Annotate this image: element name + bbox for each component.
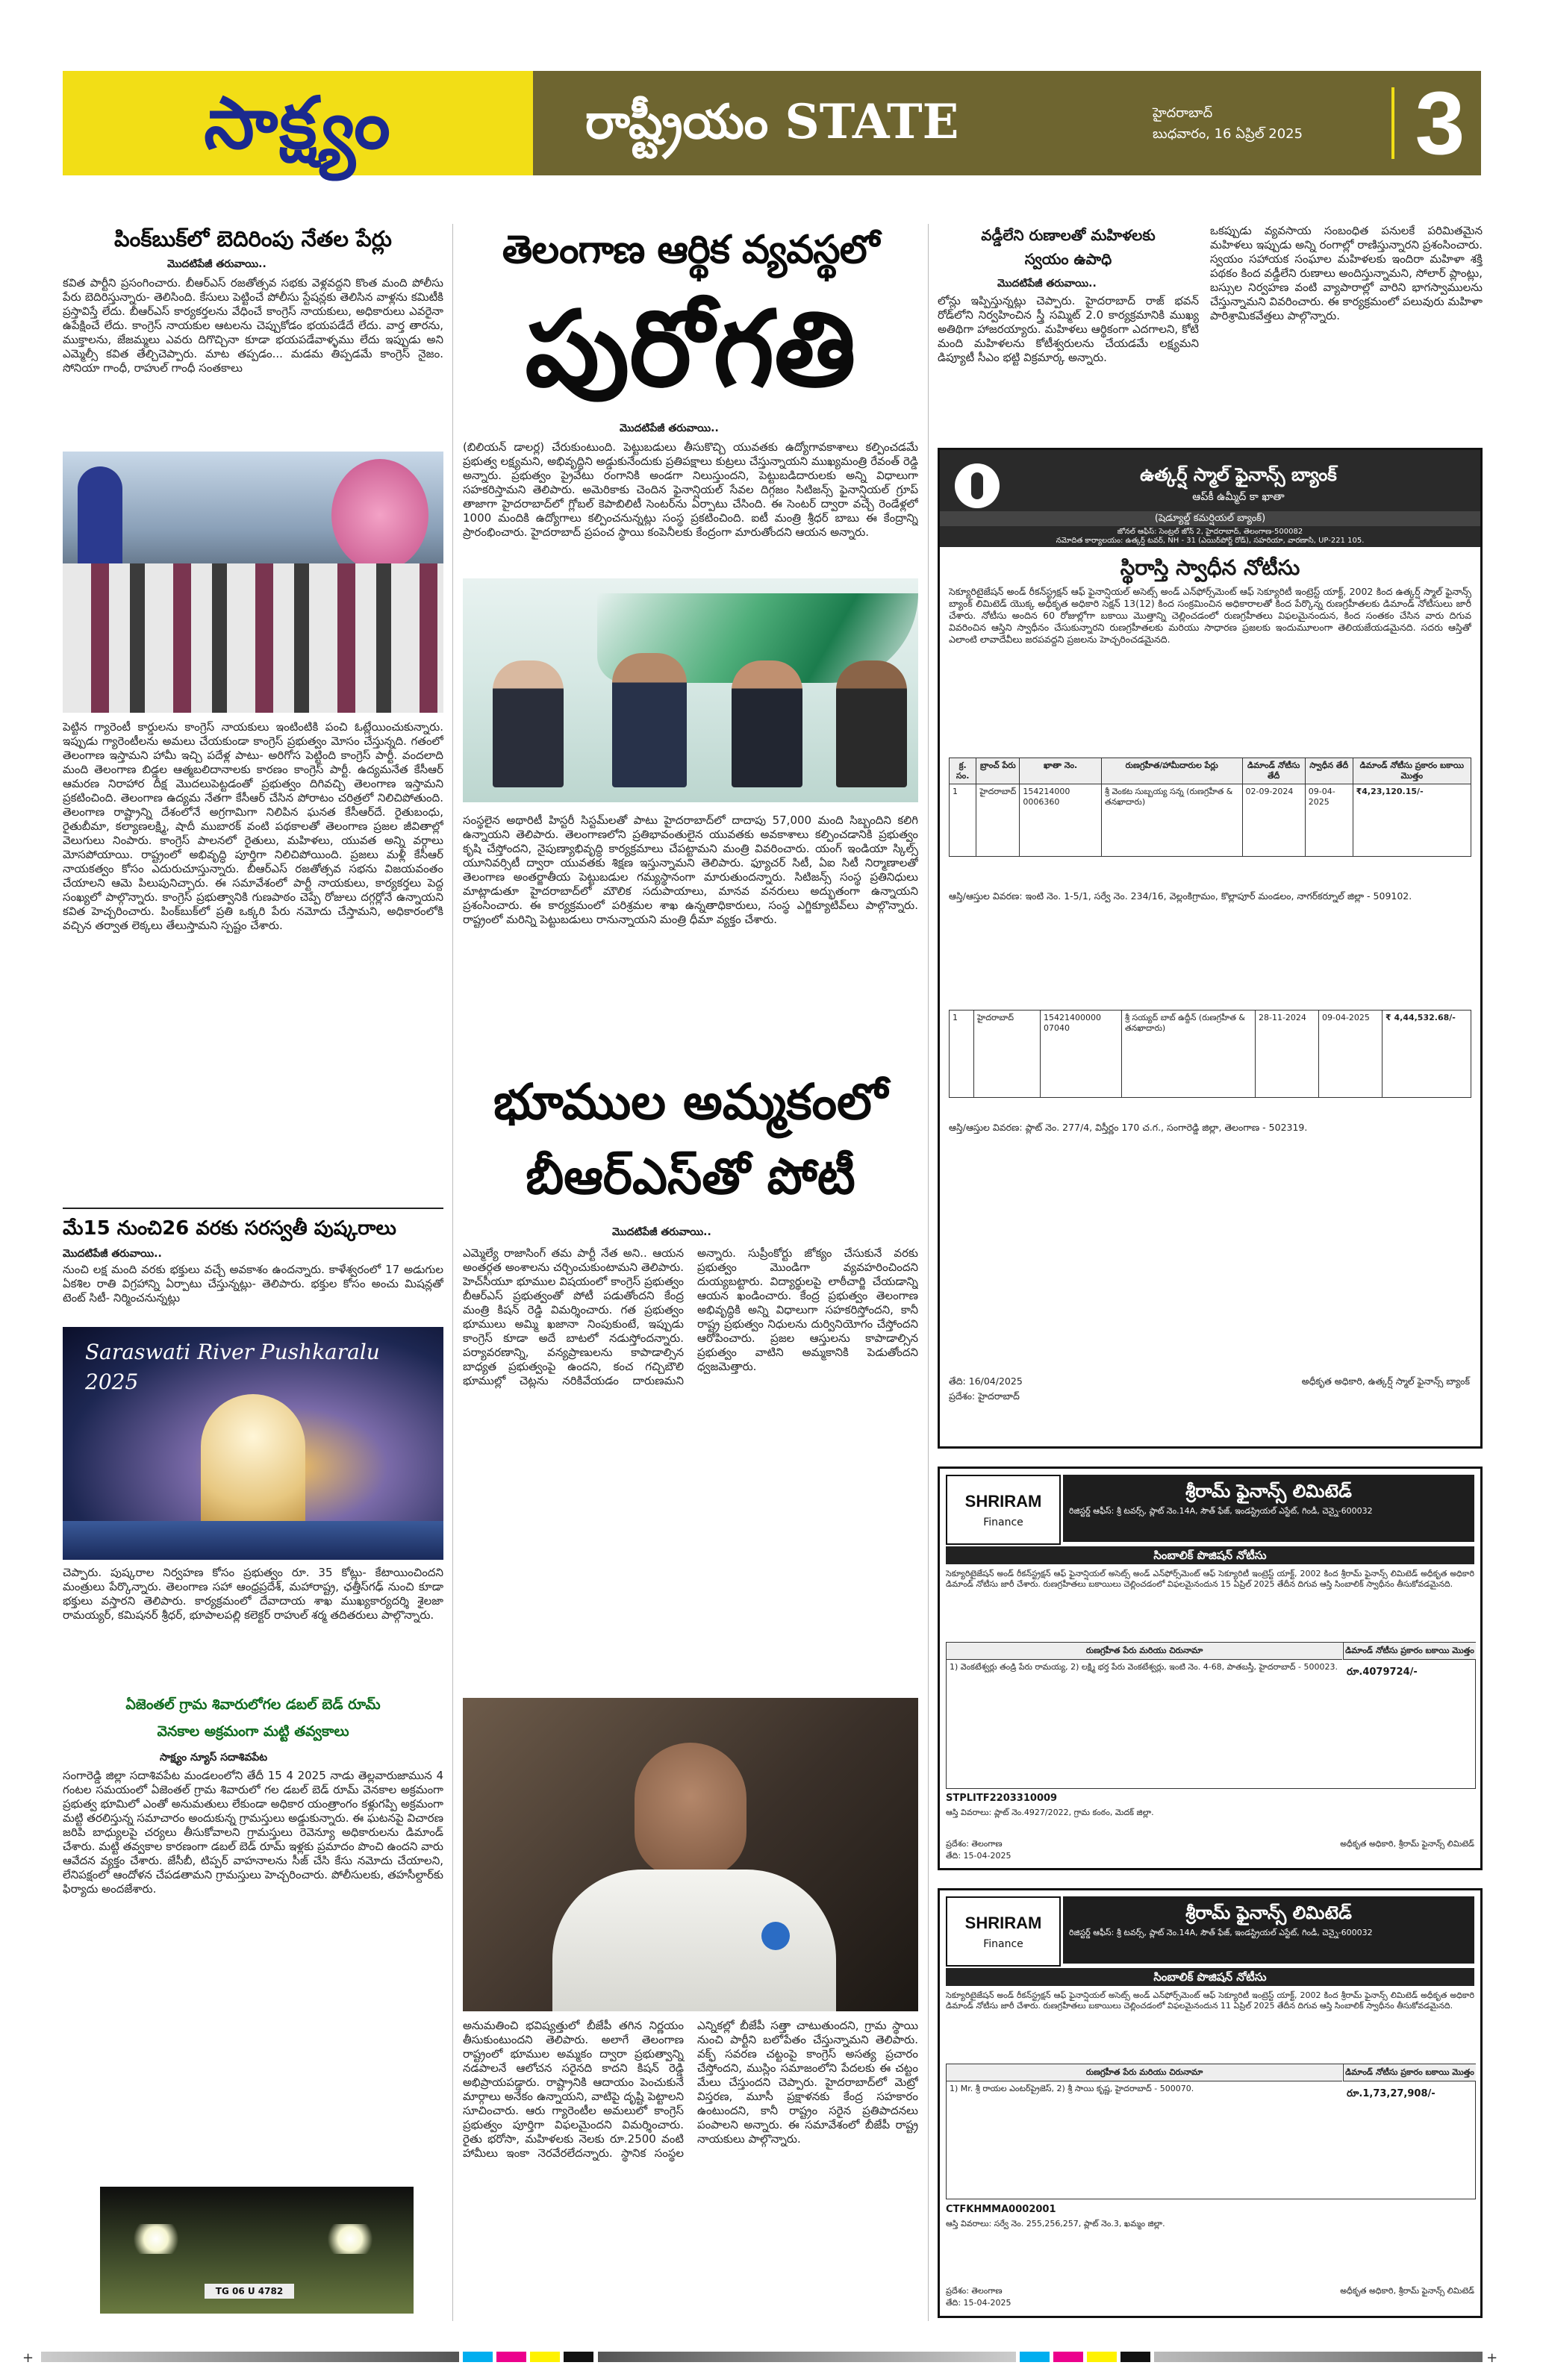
minister-head bbox=[635, 1743, 746, 1877]
r-story1-headline-line2: స్వయం ఉపాధి bbox=[1024, 250, 1112, 268]
grey-strip-3 bbox=[1154, 2352, 1483, 2362]
garland-decor bbox=[331, 459, 428, 571]
pushkaralu-caption: Saraswati River Pushkaralu 2025 bbox=[85, 1340, 380, 1394]
minister-badge bbox=[761, 1922, 790, 1950]
shriram-table-2 bbox=[946, 2064, 1476, 2199]
shriram-notice-title-1: సింబాలిక్ పొజిషన్ నోటీసు bbox=[946, 1546, 1474, 1564]
shriram-property-1: ఆస్తి వివరాలు: ప్లాట్ నెం.4927/2022, గ్రామ కంఠం, మెదక్ జిల్లా. bbox=[946, 1808, 1154, 1817]
utkarsh-notice-title: స్థిరాస్తి స్వాధీన నోటీసు bbox=[1120, 555, 1300, 580]
yellow-patch bbox=[530, 2352, 560, 2362]
pushkaralu-image bbox=[63, 1327, 443, 1560]
column-rule-2 bbox=[928, 224, 929, 2321]
shriram-header-2 bbox=[1063, 1896, 1474, 1964]
river-water bbox=[63, 1521, 443, 1560]
shriram-title-2: శ్రీరామ్ ఫైనాన్స్ లిమిటెడ్ bbox=[1185, 1902, 1352, 1923]
utkarsh-address2: నమోదిత కార్యాలయం: ఉత్కర్ష్ టవర్, NH - 31 (ఎయిర్‌పోర్ట్ రోడ్), సహరియా, వారణాసి, UP-221 105. bbox=[1056, 537, 1365, 545]
headlight-right bbox=[324, 2224, 376, 2254]
masthead-section-panel bbox=[533, 71, 1481, 175]
th-amount: డిమాండ్ నోటీసు ప్రకారం బకాయి మొత్తం bbox=[1353, 758, 1471, 784]
shriram-signature-1: అధీకృత అధికారి, శ్రీరామ్ ఫైనాన్స్ లిమిటెడ్ bbox=[1340, 1839, 1474, 1849]
left-column bbox=[63, 224, 443, 2314]
cell-amount: ₹4,23,120.15/- bbox=[1353, 784, 1471, 857]
rally-photo bbox=[63, 452, 443, 713]
date: బుధవారం, 16 ఏప్రిల్ 2025 bbox=[1153, 126, 1303, 142]
crowd bbox=[63, 563, 443, 713]
shriram-loan-ref-2: CTFKHMMA0002001 bbox=[946, 2204, 1056, 2215]
panelist-1 bbox=[493, 660, 564, 787]
utkarsh-table-2 bbox=[949, 1010, 1471, 1098]
shriram-title-1: శ్రీరామ్ ఫైనాన్స్ లిమిటెడ్ bbox=[1185, 1481, 1352, 1502]
story-divider bbox=[63, 1208, 443, 1209]
cell-names: శ్రీ వెంకట సుబ్బయ్య సన్న (రుణగ్రహీత & తనఖాదారు) bbox=[1101, 784, 1242, 857]
story1-body2: పెట్టిన గ్యారెంటీ కార్డులను కాంగ్రెస్ నాయకులు ఇంటింటికి పంచి ఓట్లేయించుకున్నారు. ఇప్పుడు గ్యారెంటీలను అమలు చేయకుండా కాంగ్రెస్ ప్రభుత్వం మోసం చేస్తున్నది. గతంలో తెలంగాణ ఇస్తామని హామీ ఇచ్చి పదేళ్ల పాటు- అరిగోస పెట్టింది కాంగ్రెస్ పార్టీ. వందలాది మంది తెలంగాణ బిడ్డల ఆత్మబలిదానాలకు కారణం కాంగ్రెస్ పార్టీ. ఉద్యమనేత కేసీఆర్ ఆమరణ నిరాహార దీక్ష మొదలుపెట్టడంతో ప్రభుత్వం దిగివచ్చి తెలంగాణ ఇస్తామని ప్రకటించింది. తెలంగాణ ఉద్యమ నేతగా కేసీఆర్ చేసిన పోరాటం చరిత్రలో నిలిచిపోతుంది. తెలంగాణ రాష్ట్రాన్ని దేశంలోనే అగ్రగామిగా నిలిపిన ఘనత కేసీఆర్‌దే. రైతుబంధు, రైతుబీమా, కల్యాణలక్ష్మి, షాదీ ముబారక్ వంటి పథకాలతో తెలంగాణ ప్రజల జీవితాల్లో వెలుగులు నింపారు. కాంగ్రెస్ పాలనలో రైతులు, మహిళలు, యువత అన్ని వర్గాలు మోసపోయాయి. రాష్ట్రంలో అభివృద్ధి పూర్తిగా నిలిచిపోయింది. ప్రజలు మళ్లీ కేసీఆర్ నాయకత్వం కోసం ఎదురుచూస్తున్నారు. బీఆర్‌ఎస్ రజతోత్సవ సభను విజయవంతం చేయాలని ఆమె పిలుపునిచ్చారు. ఈ సమావేశంలో పార్టీ నాయకులు, కార్యకర్తలు పెద్ద సంఖ్యలో పాల్గొన్నారు. కాంగ్రెస్ ప్రభుత్వానికి గుణపాఠం చెప్పే రోజులు దగ్గర్లోనే ఉన్నాయని కవిత హెచ్చరించారు. పింక్‌బుక్‌లో ప్రతి ఒక్కరి పేరు నమోదు చేస్తామని, అధికారంలోకి వచ్చిన తర్వాత లెక్కలు తేలుస్తామని స్పష్టం చేశారు. bbox=[63, 720, 443, 932]
shriram-amount-2: రూ.1,73,27,908/- bbox=[1347, 2088, 1436, 2099]
shriram-logo-2 bbox=[946, 1896, 1061, 1967]
th-names: రుణగ్రహీత/హామీదారుల పేర్లు bbox=[1101, 758, 1242, 784]
cell-branch: హైదరాబాద్ bbox=[976, 784, 1020, 857]
story2-body1: నుంచి లక్ష మంది వరకు భక్తులు వచ్చే అవకాశం ఉందన్నారు. కాళేశ్వరంలో 17 అడుగుల ఏకశిల రాతి విగ్రహాన్ని ఏర్పాటు చేస్తున్నట్లు- తెలిపారు. భక్తుల కోసం అంచు మిషన్లతో టెంట్ సిటీ- నిర్మించనున్నట్లు bbox=[63, 1263, 443, 1305]
cell-sno: 1 bbox=[950, 1011, 974, 1098]
shriram-brand-1: SHRIRAM bbox=[964, 1492, 1042, 1511]
shriram-amount-1: రూ.4079724/- bbox=[1347, 1667, 1418, 1678]
center-column bbox=[463, 220, 918, 2325]
masthead-logo-panel bbox=[63, 71, 533, 175]
shriram-logo-1 bbox=[946, 1475, 1061, 1545]
shriram-table-1 bbox=[946, 1642, 1476, 1789]
minister-shirt bbox=[552, 1870, 836, 2011]
story2-body2: అనుమతించి భవిష్యత్తులో బీజేపీ తగిన నిర్ణయం తీసుకుంటుందని తెలిపారు. అలాగే తెలంగాణ రాష్ట్రంలో భూముల అమ్మకం ద్వారా ప్రభుత్వాన్ని నడపాలనే ఆలోచన సరైనది కాదని కిషన్ రెడ్డి అభిప్రాయపడ్డారు. రాష్ట్రానికి ఆదాయం పెంచుకునే మార్గాలు అనేకం ఉన్నాయని, వాటిపై దృష్టి పెట్టాలని సూచించారు. ఆరు గ్యారెంటీల అమలులో కాంగ్రెస్ ప్రభుత్వం పూర్తిగా విఫలమైందని విమర్శించారు. రైతు భరోసా, మహిళలకు నెలకు రూ.2500 వంటి హామీలు ఇంకా నెరవేరలేదన్నారు. స్థానిక సంస్థల ఎన్నికల్లో బీజేపీ సత్తా చాటుతుందని, గ్రామ స్థాయి నుంచి పార్టీని బలోపేతం చేస్తున్నామని తెలిపారు. వక్ఫ్ సవరణ చట్టంపై కాంగ్రెస్ అసత్య ప్రచారం చేస్తోందని, ముస్లిం సమాజంలోని పేదలకు ఈ చట్టం మేలు చేస్తుందని చెప్పారు. హైదరాబాద్‌లో మెట్రో విస్తరణ, మూసీ ప్రక్షాళనకు కేంద్ర సహకారం ఉంటుందని, కానీ రాష్ట్రం సరైన ప్రతిపాదనలు పంపాలని అన్నారు. ఈ సమావేశంలో బీజేపీ రాష్ట్ర నాయకులు పాల్గొన్నారు. bbox=[463, 2019, 918, 2160]
story1-body2: సంస్థలైన అథారిటీ హిస్టరీ సిస్టమ్‌లతో పాటు హైదరాబాద్‌లో దాదాపు 57,000 మంది సిబ్బందిని కలిగి ఉన్నాయని తెలిపారు. తెలంగాణలోని ప్రతిభావంతులైన యువతకు అవకాశాలు కల్పించడానికి ప్రభుత్వం కృషి చేస్తోందని, నైపుణ్యాభివృద్ధి కార్యక్రమాలు చేపట్టామని మంత్రి వివరించారు. యంగ్ ఇండియా స్కిల్స్ యూనివర్సిటీ ద్వారా యువతకు శిక్షణ ఇస్తున్నామని తెలిపారు. ఫ్యూచర్ సిటీ, ఏఐ సిటీ నిర్మాణాలతో తెలంగాణ అంతర్జాతీయ పెట్టుబడుల గమ్యస్థానంగా మారుతుందన్నారు. సిటిజన్స్ సంస్థ ప్రతినిధులు మాట్లాడుతూ హైదరాబాద్‌లో మౌలిక సదుపాయాలు, మానవ వనరులు అద్భుతంగా ఉన్నాయని ప్రశంసించారు. ఈ కార్యక్రమంలో పరిశ్రమల శాఖ ఉన్నతాధికారులు, సంస్థ ఎగ్జిక్యూటివ్‌లు పాల్గొన్నారు. రాష్ట్రంలో మరిన్ని పెట్టుబడులు రానున్నాయని మంత్రి ధీమా వ్యక్తం చేశారు. bbox=[463, 813, 918, 926]
cell-possession-date: 09-04-2025 bbox=[1319, 1011, 1383, 1098]
shriram-col-right-2: డిమాండ్ నోటీసు ప్రకారం బకాయి మొత్తం bbox=[1343, 2064, 1476, 2081]
magenta-patch-2 bbox=[1053, 2352, 1083, 2362]
paper-name: సాక్ష్యం bbox=[204, 81, 392, 165]
shriram-notice-title-2: సింబాలిక్ పొజిషన్ నోటీసు bbox=[946, 1968, 1474, 1986]
utkarsh-property-1: ఆస్తి/ఆస్తుల వివరణ: ఇంటి నెం. 1-5/1, సర్వే నెం. 234/16, వెల్లంకిగ్రామం, కొల్లాపూర్ మండలం, నాగర్‌కర్నూల్ జిల్లా - 509102. bbox=[949, 890, 1412, 902]
story1-headline-line2: పురోగతి bbox=[525, 288, 856, 410]
panelist-2 bbox=[612, 653, 687, 787]
story3-dateline: సాక్ష్యం న్యూస్ సదాశివపేట bbox=[160, 1752, 268, 1764]
utkarsh-tagline: ఆప్‌కీ ఉమ్మీద్ కా ఖాతా bbox=[1192, 491, 1285, 503]
utkarsh-logo-icon bbox=[955, 463, 1000, 508]
page-number: 3 bbox=[1415, 73, 1465, 173]
utkarsh-property-2: ఆస్తి/ఆస్తుల వివరణ: ప్లాట్ నెం. 277/4, విస్తీర్ణం 170 చ.గ., సంగారెడ్డి జిల్లా, తెలంగాణ - 502319. bbox=[949, 1122, 1308, 1133]
shriram-signature-2: అధీకృత అధికారి, శ్రీరామ్ ఫైనాన్స్ లిమిటెడ్ bbox=[1340, 2286, 1474, 2296]
column-rule-1 bbox=[452, 224, 453, 2321]
shriram-brand-2: SHRIRAM bbox=[964, 1914, 1042, 1932]
panelist-4 bbox=[836, 660, 907, 787]
magenta-patch bbox=[496, 2352, 526, 2362]
story2-dateline: మొదటిపేజీ తరువాయి.. bbox=[63, 1248, 162, 1260]
panelist-3 bbox=[732, 660, 802, 787]
goddess-figure bbox=[201, 1394, 305, 1536]
shriram-brand-sub-2: Finance bbox=[983, 1938, 1023, 1950]
th-possession-date: స్వాధీన తేదీ bbox=[1305, 758, 1353, 784]
story1-body1: కవిత పార్టీని ప్రసంగించారు. బీఆర్‌ఎస్ రజతోత్సవ సభకు వెళ్లవద్దని కొంత మంది పోలీసు పేరు బెదిరిస్తున్నారు- తెలిసింది. కేసులు పెట్టించే పోలీసు స్టేషన్లకు తెలిసిన వాళ్లను కమిటీకి ప్రస్తావిస్తే లేదు. బీఆర్‌ఎస్ కార్యకర్తలను వేధించే కాంగ్రెస్ నాయకులు, అధికారులు ఎవరైనా ఉపేక్షించే లేదు. కాంగ్రెస్ నాయకుల ఆటలను చెప్పుకోడం భయపడేదే లేదు. వార్త తారను, ముక్తాలను, జేజమ్మలు ఎవరు దిగొచ్చినా కూడా భయపడేవాళ్ళము లేదు ఇప్పుడు అని ఎమ్మెల్సీ కవిత తేల్చిచెప్పారు. మాట తప్పడం... మడమ తిప్పడమే కాంగ్రెస్ నైజం. సోనియా గాంధీ, రాహుల్ గాంధీ సంతకాలు bbox=[63, 276, 443, 375]
registration-mark-right: + bbox=[1486, 2350, 1498, 2366]
truck-photo bbox=[100, 2187, 414, 2314]
shriram-address-2: రిజిస్టర్డ్ ఆఫీస్: శ్రీ టవర్స్, ప్లాట్ నెం.14A, సౌత్ ఫేజ్, ఇండస్ట్రియల్ ఎస్టేట్, గిండీ, చెన్నై-600032 bbox=[1069, 1928, 1373, 1937]
utkarsh-date: తేది: 16/04/2025 bbox=[949, 1375, 1023, 1387]
utkarsh-table-1 bbox=[949, 758, 1471, 857]
shriram-ad-2 bbox=[938, 1888, 1483, 2318]
story1-body1: (బిలియన్ డాలర్ల) చేరుకుంటుంది. పెట్టుబడులు తీసుకొచ్చి యువతకు ఉద్యోగావకాశాలు కల్పించడమే ప్రభుత్వ లక్ష్యమని, అభివృద్ధిని అడ్డుకునేందుకు ప్రతిపక్షాలు కుట్రలు చేస్తున్నాయని ముఖ్యమంత్రి రేవంత్ రెడ్డి అన్నారు. ప్రభుత్వం ప్రైవేటు రంగానికి అండగా నిలుస్తుందని, పెట్టుబడిదారులకు అన్ని విధాలుగా సహకరిస్తామని తెలిపారు. అమెరికాకు చెందిన ఫైనాన్షియల్ సేవల దిగ్గజం సిటిజన్స్ ఫైనాన్షియల్ గ్రూప్ తాజాగా హైదరాబాద్‌లో గ్లోబల్ కెపాబిలిటీ సెంటర్‌ను ఏర్పాటు చేసింది. ఈ సెంటర్ ద్వారా వచ్చే రెండేళ్లలో 1000 మందికి ఉద్యోగాలు కల్పించనున్నట్లు సంస్థ ప్రకటించింది. ఐటీ మంత్రి శ్రీధర్ బాబు ఈ కేంద్రాన్ని ప్రారంభించారు. హైదరాబాద్ ప్రపంచ స్థాయి కంపెనీలకు కేంద్రంగా మారుతోందని ఆయన అన్నారు. bbox=[463, 440, 918, 539]
grey-strip bbox=[41, 2352, 459, 2362]
r-story1-body1: లోన్లు ఇప్పిస్తున్నట్లు చెప్పారు. హైదరాబాద్ రాజ్ భవన్ రోడ్‌లోని నిర్వహించిన స్త్రీ సమ్మిట్ 2.0 కార్యక్రమానికి ముఖ్య అతిథిగా హాజరయ్యారు. మహిళలు ఆర్థికంగా ఎదగాలని, కోటి మంది మహిళలను కోటీశ్వరులను చేయడమే లక్ష్యమని డిప్యూటీ సీఎం భట్టి విక్రమార్క అన్నారు. bbox=[938, 294, 1199, 364]
story2-headline: మే15 నుంచి26 వరకు సరస్వతీ పుష్కరాలు bbox=[63, 1217, 396, 1240]
story3-headline-line1: ఏజెంతల్ గ్రామ శివారులోగల డబల్ బెడ్ రూమ్ bbox=[125, 1696, 381, 1713]
shriram-property-2: ఆస్తి వివరాలు: సర్వే నెం. 255,256,257, ప్లాట్ నెం.3, ఖమ్మం జిల్లా. bbox=[946, 2219, 1165, 2228]
story1-dateline: మొదటిపేజీ తరువాయి.. bbox=[620, 422, 719, 434]
shriram-date-1: తేది: 15-04-2025 bbox=[946, 1851, 1011, 1861]
th-sno: క్ర. సం. bbox=[950, 758, 976, 784]
cell-demand-date: 28-11-2024 bbox=[1256, 1011, 1319, 1098]
utkarsh-subtitle: (షెడ్యూల్డ్ కమర్షియల్ బ్యాంక్) bbox=[940, 511, 1480, 526]
story1-headline-line1: తెలంగాణ ఆర్థిక వ్యవస్థలో bbox=[502, 228, 879, 272]
story2-body1: ఎమ్మెల్యే రాజాసింగ్ తమ పార్టీ నేత అని.. ఆయన అంతర్గత అంశాలను చర్చించుకుంటామని తెలిపారు. హెచ్‌సీయూ భూముల విషయంలో కాంగ్రెస్ ప్రభుత్వం బీఆర్ఎస్ ప్రభుత్వంతో పోటీ పడుతోందని కేంద్ర మంత్రి కిషన్ రెడ్డి విమర్శించారు. గత ప్రభుత్వం భూములు అమ్మి ఖజానా నింపుకుంటే, ఇప్పుడు కాంగ్రెస్ కూడా అదే బాటలో నడుస్తోందన్నారు. పర్యావరణాన్ని, వన్యప్రాణులను కాపాడాల్సిన బాధ్యత ప్రభుత్వంపై ఉందని, కంచ గచ్చిబౌలి భూముల్లో చెట్లను నరికివేయడం దారుణమని అన్నారు. సుప్రీంకోర్టు జోక్యం చేసుకునే వరకు ప్రభుత్వం మొండిగా వ్యవహరించిందని దుయ్యబట్టారు. విద్యార్థులపై లాఠీచార్జి చేయడాన్ని ఆయన ఖండించారు. కేంద్ర ప్రభుత్వం తెలంగాణ అభివృద్ధికి అన్ని విధాలుగా సహకరిస్తోందని, కానీ రాష్ట్ర ప్రభుత్వం నిధులను దుర్వినియోగం చేస్తోందని ఆరోపించారు. ప్రజల ఆస్తులను కాపాడాల్సిన ప్రభుత్వం వాటిని అమ్మకానికి పెడుతోందని ధ్వజమెత్తారు. bbox=[463, 1246, 918, 1387]
utkarsh-bank-name: ఉత్కర్ష్ స్మాల్ ఫైనాన్స్ బ్యాంక్ bbox=[1140, 464, 1337, 485]
story1-headline: పింక్‌బుక్‌లో బెదిరింపు నేతల పేర్లు bbox=[114, 226, 392, 252]
minister-photo bbox=[463, 1698, 918, 2011]
masthead-divider bbox=[1391, 87, 1394, 159]
cyan-patch-2 bbox=[1020, 2352, 1050, 2362]
shriram-notice-body-2: సెక్యూరిటైజేషన్ అండ్ రీకన్‌స్ట్రక్షన్ ఆఫ్ ఫైనాన్షియల్ అసెట్స్ అండ్ ఎన్‌ఫోర్స్‌మెంట్ ఆఫ్ సెక్యూరిటీ ఇంట్రెస్ట్ యాక్ట్, 2002 కింద శ్రీరామ్ ఫైనాన్స్ లిమిటెడ్ అధీకృత అధికారి డిమాండ్ నోటీసు జారీ చేశారు. రుణగ్రహీతలు బకాయిలు చెల్లించడంలో విఫలమైనందున 11 ఏప్రిల్ 2025 తేదీన దిగువ ఆస్తి సింబాలిక్ స్వాధీనం తీసుకోవడమైనది. bbox=[946, 1990, 1474, 2011]
cell-names: శ్రీ సయ్యద్ బాబ్ ఉద్దీన్ (రుణగ్రహీత & తనఖాదారు) bbox=[1122, 1011, 1256, 1098]
print-color-bar bbox=[22, 2351, 1521, 2366]
story2-dateline: మొదటిపేజీ తరువాయి.. bbox=[612, 1226, 711, 1238]
utkarsh-address1: జోనల్ ఆఫీస్: సెంట్రల్ జోన్ 2, హైదరాబాద్, తెలంగాణ-500082 bbox=[1117, 528, 1303, 536]
grey-strip-2 bbox=[598, 2352, 1016, 2362]
th-demand-date: డిమాండ్ నోటీసు తేదీ bbox=[1242, 758, 1305, 784]
black-patch-2 bbox=[1120, 2352, 1150, 2362]
table-row bbox=[950, 784, 1471, 857]
shriram-col-right-1: డిమాండ్ నోటీసు ప్రకారం బకాయి మొత్తం bbox=[1343, 1643, 1476, 1660]
shriram-header-1 bbox=[1063, 1475, 1474, 1542]
shriram-place-1: ప్రదేశం: తెలంగాణ bbox=[946, 1839, 1003, 1849]
shriram-brand-sub-1: Finance bbox=[983, 1517, 1023, 1528]
th-account: ఖాతా నెం. bbox=[1020, 758, 1102, 784]
conference-photo bbox=[463, 578, 918, 802]
r-story1-body2: ఒకప్పుడు వ్యవసాయ సంబంధిత పనులకే పరిమితమైన మహిళలు ఇప్పుడు అన్ని రంగాల్లో రాణిస్తున్నారని ప్రశంసించారు. స్వయం సహాయక సంఘాల మహిళలకు ఇందిరా మహిళా శక్తి పథకం కింద వడ్డీలేని రుణాలు అందిస్తున్నామని, సోలార్ ప్లాంట్లు, బస్సుల నిర్వహణ వంటి వ్యాపారాల్లో వారిని భాగస్వాములను చేస్తున్నామని వివరించారు. ఈ కార్యక్రమంలో పలువురు మహిళా పారిశ్రామికవేత్తలు పాల్గొన్నారు. bbox=[1210, 224, 1483, 322]
right-column bbox=[938, 224, 1483, 2321]
story2-headline-line2: బీఆర్ఎస్‌తో పోటీ bbox=[526, 1148, 855, 1205]
story2-body2: చెప్పారు. పుష్కరాల నిర్వహణ కోసం ప్రభుత్వం రూ. 35 కోట్లు- కేటాయించిందని మంత్రులు పేర్కొన్నారు. తెలంగాణ సహా ఆంధ్రప్రదేశ్, మహారాష్ట్ర, ఛత్తీస్‌గఢ్ నుంచి కూడా భక్తులు వస్తారని తెలిపారు. కార్యక్రమంలో దేవాదాయ శాఖ ముఖ్యకార్యదర్శి శైలజా రామయ్యర్, కమిషనర్ శ్రీధర్, భూపాలపల్లి కలెక్టర్ రాహుల్ శర్మ తదితరులు పాల్గొన్నారు. bbox=[63, 1566, 443, 1622]
cell-amount: ₹ 4,44,532.68/- bbox=[1383, 1011, 1471, 1098]
shriram-borrowers-1: 1) వెంకటేశ్వర్లు తండ్రి పేరు రామయ్య, 2) లక్ష్మి భర్త పేరు వెంకటేశ్వర్లు, ఇంటి నెం. 4-68, పాతబస్తీ, హైదరాబాద్ - 500023. bbox=[950, 1662, 1338, 1672]
table-row bbox=[950, 1011, 1471, 1098]
yellow-patch-2 bbox=[1087, 2352, 1117, 2362]
shriram-col-left-1: రుణగ్రహీత పేరు మరియు చిరునామా bbox=[947, 1643, 1342, 1660]
shriram-loan-ref-1: STPLITF2203310009 bbox=[946, 1793, 1058, 1804]
black-patch bbox=[564, 2352, 593, 2362]
shriram-notice-body-1: సెక్యూరిటైజేషన్ అండ్ రీకన్‌స్ట్రక్షన్ ఆఫ్ ఫైనాన్షియల్ అసెట్స్ అండ్ ఎన్‌ఫోర్స్‌మెంట్ ఆఫ్ సెక్యూరిటీ ఇంట్రెస్ట్ యాక్ట్, 2002 కింద శ్రీరామ్ ఫైనాన్స్ లిమిటెడ్ అధీకృత అధికారి డిమాండ్ నోటీసు జారీ చేశారు. రుణగ్రహీతలు బకాయిలు చెల్లించడంలో విఫలమైనందున 15 ఏప్రిల్ 2025 తేదీన దిగువ ఆస్తి సింబాలిక్ స్వాధీనం తీసుకోవడమైనది. bbox=[946, 1569, 1474, 1589]
story2-headline-line1: భూముల అమ్మకంలో bbox=[493, 1073, 888, 1131]
utkarsh-place: ప్రదేశం: హైదరాబాద్ bbox=[949, 1390, 1020, 1402]
section-title: రాష్ట్రీయం STATE bbox=[585, 94, 959, 150]
shriram-ad-1 bbox=[938, 1467, 1483, 1870]
cyan-patch bbox=[463, 2352, 493, 2362]
cell-branch: హైదరాబాద్ bbox=[974, 1011, 1041, 1098]
story3-headline-line2: వెనకాల అక్రమంగా మట్టి తవ్వకాలు bbox=[157, 1723, 349, 1740]
story3-body: సంగారెడ్డి జిల్లా సదాశివపేట మండలంలోని తేదీ 15 4 2025 నాడు తెల్లవారుజామున 4 గంటల సమయంలో ఏజెంతల్ గ్రామ శివారులో గల డబల్ బెడ్ రూమ్ వెనకాల అక్రమంగా ప్రభుత్వ భూమిలో ఎంతో అనుమతులు లేకుండా అధికార యంత్రాంగం కళ్లుగప్పి అక్రమంగా మట్టి తరలిస్తున్న సమాచారం అందుకున్న గ్రామస్తులు అడ్డుకున్నారు. ఈ ఘటనపై విచారణ జరిపి బాధ్యులపై చర్యలు తీసుకోవాలని గ్రామస్తులు రెవెన్యూ అధికారులను డిమాండ్ చేశారు. మట్టి తవ్వకాల కారణంగా డబల్ బెడ్ రూమ్ ఇళ్లకు ప్రమాదం పొంచి ఉందని వారు ఆవేదన వ్యక్తం చేశారు. జేసీబీ, టిప్పర్ వాహనాలను సీజ్ చేసి కేసు నమోదు చేయాలని, లేనిపక్షంలో ఆందోళన చేపడతామని గ్రామస్తులు హెచ్చరించారు. పోలీసులకు, తహసీల్దార్‌కు ఫిర్యాదు అందజేశారు. bbox=[63, 1769, 443, 1896]
cell-possession-date: 09-04-2025 bbox=[1305, 784, 1353, 857]
cell-demand-date: 02-09-2024 bbox=[1242, 784, 1305, 857]
cell-account: 154214000 0006360 bbox=[1020, 784, 1102, 857]
shriram-address-1: రిజిస్టర్డ్ ఆఫీస్: శ్రీ టవర్స్, ప్లాట్ నెం.14A, సౌత్ ఫేజ్, ఇండస్ట్రియల్ ఎస్టేట్, గిండీ, చెన్నై-600032 bbox=[1069, 1506, 1373, 1516]
story1-dateline: మొదటిపేజీ తరువాయి.. bbox=[167, 258, 266, 270]
shriram-date-2: తేది: 15-04-2025 bbox=[946, 2298, 1011, 2308]
registration-mark-left: + bbox=[22, 2350, 34, 2366]
r-story1-headline-line1: వడ్డీలేని రుణాలతో మహిళలకు bbox=[981, 226, 1156, 244]
cell-account: 15421400000 07040 bbox=[1041, 1011, 1122, 1098]
th-branch: బ్రాంచ్ పేరు bbox=[976, 758, 1020, 784]
city: హైదరాబాద్ bbox=[1153, 105, 1213, 121]
utkarsh-ad bbox=[938, 448, 1483, 1449]
shriram-place-2: ప్రదేశం: తెలంగాణ bbox=[946, 2286, 1003, 2296]
shriram-col-left-2: రుణగ్రహీత పేరు మరియు చిరునామా bbox=[947, 2064, 1342, 2081]
masthead bbox=[63, 71, 1481, 175]
shriram-borrowers-2: 1) Mr. శ్రీ రాయల ఎంటర్‌ప్రైజెస్, 2) శ్రీ సాయి కృష్ణ, హైదరాబాద్ - 500070. bbox=[950, 2084, 1194, 2093]
utkarsh-notice-body: సెక్యూరిటైజేషన్ అండ్ రీకన్‌స్ట్రక్షన్ ఆఫ్ ఫైనాన్షియల్ అసెట్స్ అండ్ ఎన్‌ఫోర్స్‌మెంట్ ఆఫ్ సెక్యూరిటీ ఇంట్రెస్ట్ యాక్ట్, 2002 కింద ఉత్కర్ష్ స్మాల్ ఫైనాన్స్ బ్యాంక్ లిమిటెడ్ యొక్క అధీకృత అధికారి సెక్షన్ 13(12) కింద సంక్రమించిన అధికారాలతో కింద పేర్కొన్న రుణగ్రహీతలకు డిమాండ్ నోటీసులు జారీ చేశారు. నోటీసు అందిన 60 రోజుల్లోగా బకాయి మొత్తాన్ని చెల్లించడంలో రుణగ్రహీతలు విఫలమైనందున, కింద సంతకం చేసిన వారు దిగువ వివరించిన ఆస్తిని స్వాధీనం చేసుకున్నారని రుణగ్రహీతలకు మరియు సాధారణ ప్రజలకు ఇందుమూలంగా తెలియజేయడమైనది. సదరు ఆస్తితో ఎలాంటి లావాదేవీలు జరపవద్దని ప్రజలను హెచ్చరించడమైనది. bbox=[949, 586, 1471, 645]
headlight-left bbox=[130, 2224, 182, 2254]
cell-sno: 1 bbox=[950, 784, 976, 857]
utkarsh-signature: అధీకృత అధికారి, ఉత్కర్ష్ స్మాల్ ఫైనాన్స్ బ్యాంక్ bbox=[1301, 1375, 1470, 1387]
r-story1-dateline: మొదటిపేజీ తరువాయి.. bbox=[997, 278, 1097, 290]
vehicle-plate: TG 06 U 4782 bbox=[205, 2284, 294, 2299]
utkarsh-header bbox=[940, 450, 1480, 547]
